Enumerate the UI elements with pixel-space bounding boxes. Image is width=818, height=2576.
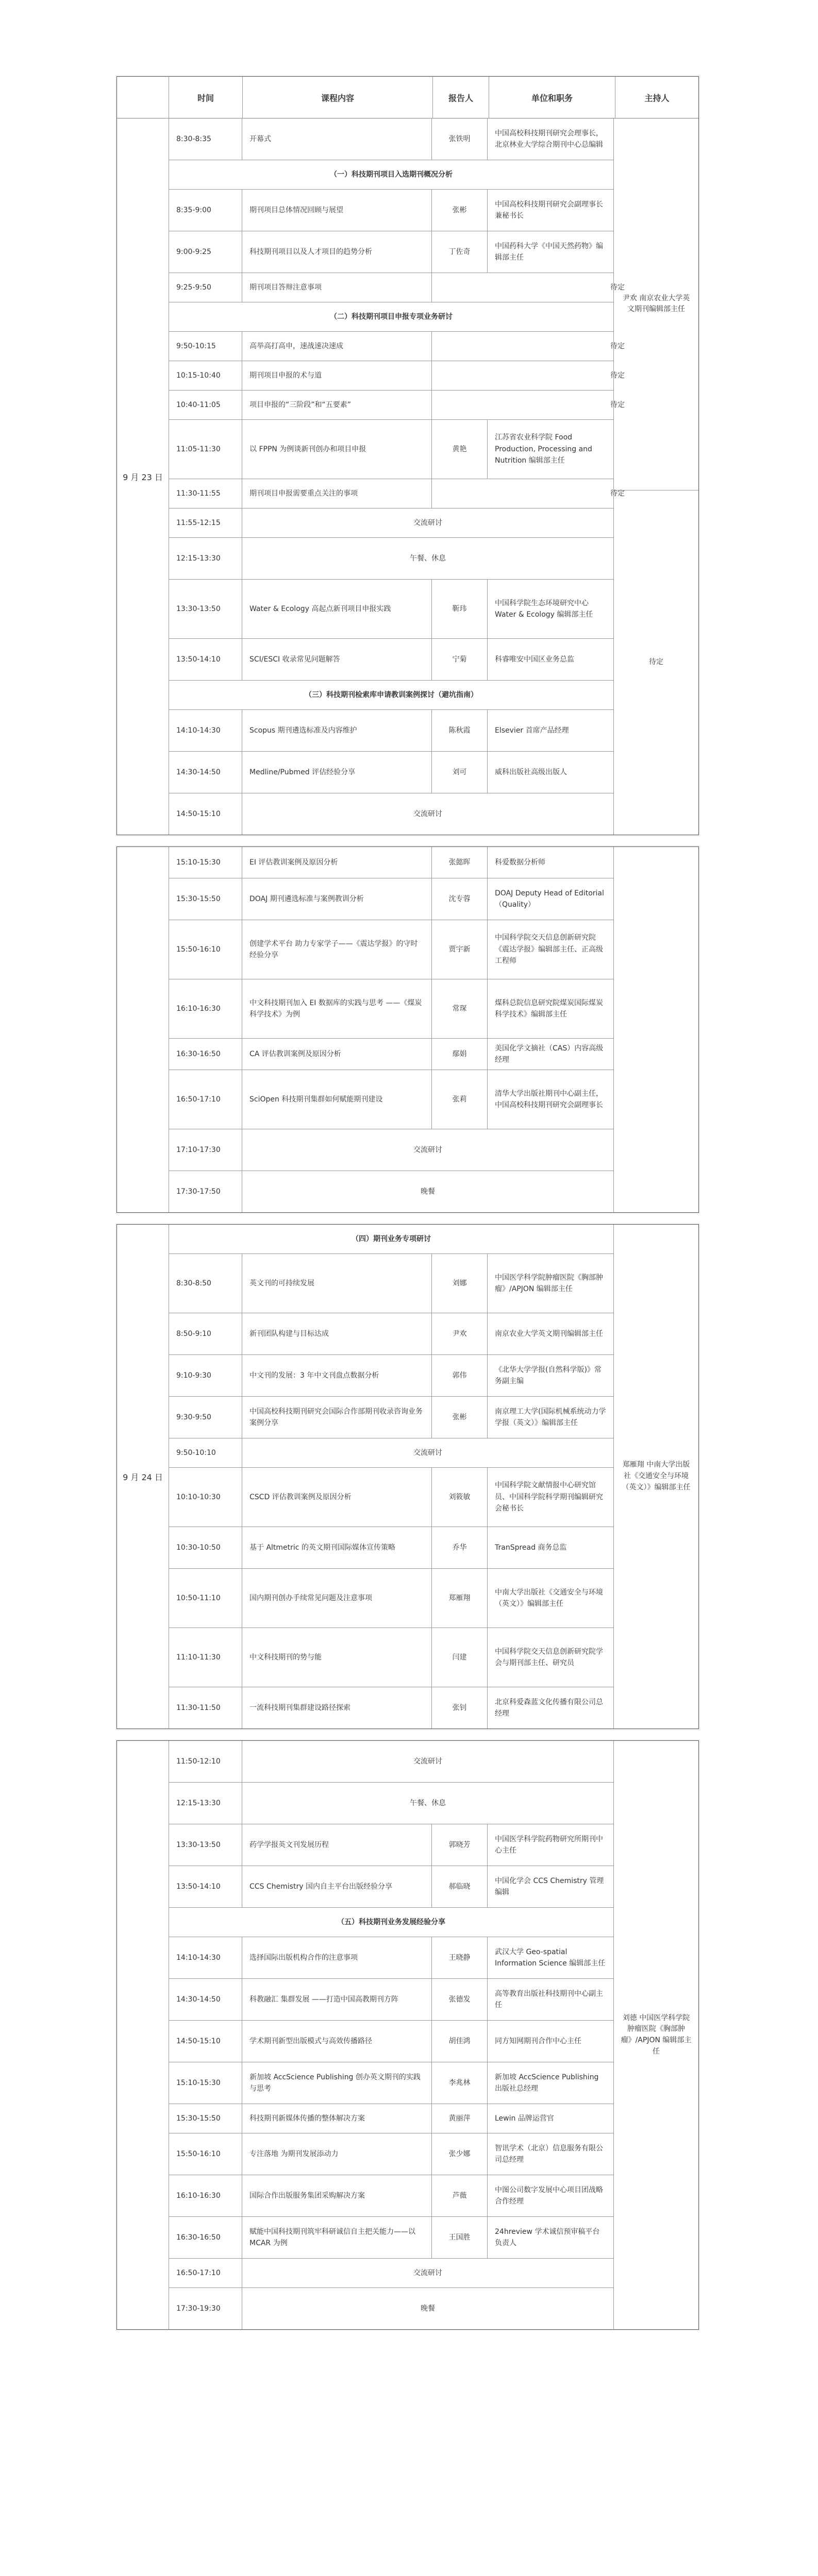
speaker-org: 智讯学术（北京）信息服务有限公司总经理 [495,2144,603,2164]
session-row [169,1438,613,1468]
session-list [169,847,614,1212]
session-topic: 科技期刊新媒体传播的整体解决方案 [242,2104,432,2133]
speaker-org: DOAJ Deputy Head of Editorial（Quality） [495,889,604,909]
speaker-tbd: 待定 [610,342,625,350]
session-time: 14:50-15:10 [169,2021,242,2062]
speaker-name: 鄢娟 [432,1039,488,1070]
session-activity: 交流研讨 [413,1757,442,1766]
session-row [169,1397,613,1438]
session-time: 12:15-13:30 [169,1783,242,1824]
card-grid [117,118,698,835]
session-time: 11:10-11:30 [169,1628,242,1687]
session-topic: 基于 Altmetric 的英文期刊国际媒体宣传策略 [242,1527,432,1568]
session-time: 15:30-15:50 [169,878,242,920]
session-time: 17:10-17:30 [169,1129,242,1171]
session-row [169,1824,613,1866]
speaker-org: Elsevier 首席产品经理 [495,726,569,735]
speaker-org: 中国科学院交天信息创新研究院《震达学报》编辑部主任、正高级工程师 [495,934,603,965]
session-row [169,273,625,302]
session-topic: 科教融汇 集群发展 ——打造中国高教期刊方阵 [242,1979,432,2020]
session-row [169,710,613,752]
session-time: 14:30-14:50 [169,1979,242,2020]
speaker-name: 沈专蓉 [432,878,488,920]
session-time: 17:30-19:30 [169,2288,242,2329]
session-activity: 交流研讨 [413,1145,442,1154]
session-row [169,2288,613,2329]
session-time: 13:30-13:50 [169,1824,242,1866]
session-topic: SciOpen 科技期刊集群如何赋能期刊建设 [242,1070,432,1129]
session-time: 16:50-17:10 [169,1070,242,1129]
speaker-name: 刘可 [432,752,488,793]
speaker-name: 张少娜 [432,2133,488,2175]
session-row [169,1039,613,1070]
schedule [116,76,699,2341]
speaker-org: 科睿唯安中国区业务总监 [495,655,574,664]
session-time: 13:50-14:10 [169,639,242,680]
session-activity: 交流研讨 [413,809,442,818]
session-row [169,420,613,479]
session-row [169,479,625,509]
session-time: 15:50-16:10 [169,2133,242,2175]
host-cell: 刘德 中国医学科学院肿瘤医院《胸部肿瘤》/APJON 编辑部主任 [621,2013,692,2056]
session-topic: 中文刊的发展：3 年中文刊盘点数据分析 [242,1355,432,1396]
session-row [169,1527,613,1569]
session-topic: 新加坡 AccScience Publishing 创办英文期刊的实践与思考 [242,2062,432,2104]
session-row [169,1741,613,1783]
session-row [169,1979,613,2021]
session-row [169,1569,613,1628]
session-row [169,580,613,639]
session-time: 9:10-9:30 [169,1355,242,1396]
session-topic: CSCD 评估教训案例及原因分析 [242,1468,432,1527]
section-row [169,681,613,710]
session-topic: 专注落地 为期刊发展添动力 [242,2133,432,2175]
speaker-org: 煤科总院信息研究院煤炭国际煤炭科学技术》编辑部主任 [495,998,603,1019]
speaker-name: 黄丽萍 [432,2104,488,2133]
speaker-name: 郑雁翔 [432,1569,488,1628]
section-title: （一）科技期刊项目入选期刊概况分析 [330,170,453,179]
speaker-org: 同方知网期刊合作中心主任 [495,2037,581,2045]
speaker-name: 胡佳鸿 [432,2021,488,2062]
session-row [169,2021,613,2062]
speaker-org: 江苏省农业科学院 Food Production, Processing and Nutrition 编辑部主任 [495,433,592,465]
session-row [169,1355,613,1397]
speaker-org: 高等教育出版社科技期刊中心副主任 [495,1989,603,2009]
session-time: 14:10-14:30 [169,710,242,751]
session-topic: 新刊团队构建与目标达成 [242,1313,432,1354]
header-content: 课程内容 [243,77,433,118]
session-time: 12:15-13:30 [169,538,242,579]
speaker-org: 中国科学院生态环境研究中心 Water & Ecology 编辑部主任 [495,599,593,619]
session-row [169,332,625,361]
speaker-name: 张铁明 [432,118,488,160]
section-row [169,302,613,332]
session-row [169,920,613,979]
session-row [169,639,613,681]
session-topic: 选择国际出版机构合作的注意事项 [242,1937,432,1978]
session-topic: Water & Ecology 高起点新刊项目申报实践 [242,580,432,638]
section-title: （五）科技期刊业务发展经验分享 [337,1918,445,1926]
speaker-org: 南京理工大学(国际机械系统动力学学报（英文）》编辑部主任 [495,1407,606,1427]
speaker-name: 芦薇 [432,2175,488,2216]
speaker-org: TranSpread 商务总监 [495,1543,567,1552]
schedule-cards [116,76,699,2330]
session-row [169,1313,613,1355]
session-topic: 期刊项目答辩注意事项 [242,273,432,302]
speaker-name: 常琛 [432,979,488,1038]
session-list [169,1225,614,1728]
session-row [169,2062,613,2104]
session-topic: CCS Chemistry 国内自主平台出版经验分享 [242,1866,432,1907]
host-cell: 尹欢 南京农业大学英文期刊编辑部主任 [622,294,690,314]
speaker-org: 科爱数据分析师 [495,858,545,867]
speaker-name: 刘娜 [432,1254,488,1313]
card-grid [117,1741,698,2329]
speaker-name: 张德发 [432,1979,488,2020]
session-topic: 以 FPPN 为例谈新刊创办和项目申报 [242,420,432,479]
speaker-tbd: 待定 [610,371,625,380]
session-row [169,361,625,391]
speaker-org: 武汉大学 Geo-spatial Information Science 编辑部主任 [495,1947,606,1968]
session-time: 11:50-12:10 [169,1741,242,1782]
section-row [169,160,613,190]
session-row [169,1687,613,1728]
session-row [169,1783,613,1824]
session-row [169,2175,613,2217]
date-cell: 9 月 24 日 [117,1225,169,1728]
session-time: 10:10-10:30 [169,1468,242,1527]
speaker-name: 乔华 [432,1527,488,1568]
session-row [169,2217,613,2259]
table-header [117,77,698,118]
speaker-org: 威科出版社高级出版人 [495,768,567,776]
session-time: 9:00-9:25 [169,231,242,273]
session-topic: CA 评估教训案例及原因分析 [242,1039,432,1070]
session-topic: 项目申报的“三阶段”和“五要素” [242,391,432,419]
session-topic: Scopus 期刊遴选标准及内容维护 [242,710,432,751]
host-column [614,847,698,1212]
session-time: 9:25-9:50 [169,273,242,302]
speaker-name: 宁菊 [432,639,488,680]
session-topic: 科技期刊项目以及人才项目的趋势分析 [242,231,432,273]
host-cell: 郑雁翔 中南大学出版社《交通安全与环境（英文）》编辑部主任 [622,1461,691,1492]
speaker-name: 郭晓芳 [432,1824,488,1866]
session-row [169,1628,613,1687]
session-row [169,1070,613,1129]
speaker-org: 24hreview 学术诚信预审稿平台负责人 [495,2227,600,2247]
session-time: 15:50-16:10 [169,920,242,979]
session-topic: 期刊项目申报的术与道 [242,361,432,390]
session-activity: 交流研讨 [413,1448,442,1457]
speaker-name: 尹欢 [432,1313,488,1354]
header-time: 时间 [169,77,243,118]
speaker-org: 美国化学文摘社（CAS）内容高级经理 [495,1044,604,1064]
date-cell: 9 月 23 日 [117,118,169,835]
speaker-name: 张彬 [432,190,488,231]
speaker-org: 中国科学院文献情报中心研究馆员、中国科学院科学期刊编辑研究会秘书长 [495,1481,603,1513]
host-column [614,118,698,835]
session-topic: 药学学报英文刊发展历程 [242,1824,432,1866]
session-time: 8:30-8:35 [169,118,242,160]
session-time: 10:50-11:10 [169,1569,242,1628]
session-time: 15:10-15:30 [169,2062,242,2104]
session-row [169,752,613,793]
session-row [169,1937,613,1979]
session-row [169,509,613,538]
session-row [169,1866,613,1908]
schedule-card [116,1224,699,1729]
session-row [169,538,613,580]
speaker-org: 中国高校科技期刊研究会副理事长兼秘书长 [495,200,603,220]
session-time: 17:30-17:50 [169,1171,242,1212]
session-list [169,118,625,835]
speaker-org: 中图公司数字发展中心项目团战略合作经理 [495,2185,603,2206]
speaker-org: 中国医学科学院肿瘤医院《胸部肿瘤》/APJON 编辑部主任 [495,1273,603,1293]
session-time: 11:30-11:50 [169,1687,242,1728]
session-row [169,878,613,920]
session-time: 11:30-11:55 [169,479,242,508]
speaker-tbd: 待定 [610,283,625,292]
session-topic: 英文刊的可持续发展 [242,1254,432,1313]
session-time: 16:10-16:30 [169,2175,242,2216]
session-time: 13:50-14:10 [169,1866,242,1907]
session-time: 16:30-16:50 [169,2217,242,2258]
schedule-card [116,76,699,835]
speaker-name: 张钊 [432,1687,488,1728]
session-row [169,2104,613,2133]
session-activity: 晚餐 [421,2304,435,2313]
session-row [169,1468,613,1527]
session-time: 8:30-8:50 [169,1254,242,1313]
speaker-name: 黄艳 [432,420,488,479]
session-time: 14:10-14:30 [169,1937,242,1978]
session-time: 10:30-10:50 [169,1527,242,1568]
session-activity: 交流研讨 [413,2268,442,2277]
speaker-org: 中国科学院交天信息创新研究院学会与期刊部主任、研究员 [495,1647,603,1667]
header-date [117,77,169,118]
session-time: 16:50-17:10 [169,2259,242,2287]
session-activity: 午餐、休息 [410,554,446,563]
speaker-name: 张彬 [432,1397,488,1438]
section-row [169,1225,613,1254]
speaker-name: 张莉 [432,1070,488,1129]
session-topic: 中文科技期刊加入 EI 数据库的实践与思考 ——《煤炭科学技术》为例 [242,979,432,1038]
date-cell [117,1741,169,2329]
session-topic: DOAJ 期刊遴选标准与案例教训分析 [242,878,432,920]
speaker-org: 新加坡 AccScience Publishing 出版社总经理 [495,2073,599,2093]
section-row [169,1908,613,1937]
speaker-name: 陈秋霞 [432,710,488,751]
header-org: 单位和职务 [489,77,615,118]
session-list [169,1741,614,2329]
session-topic: SCI/ESCI 收录常见问题解答 [242,639,432,680]
speaker-tbd: 待定 [610,400,625,409]
session-topic: 期刊项目申报需要重点关注的事项 [242,479,432,508]
session-time: 16:10-16:30 [169,979,242,1038]
session-row [169,793,613,835]
speaker-name: 张懿晖 [432,847,488,878]
speaker-name: 靳玮 [432,580,488,638]
session-time: 8:50-9:10 [169,1313,242,1354]
session-topic: Medline/Pubmed 评估经验分享 [242,752,432,793]
session-topic: EI 评估教训案例及原因分析 [242,847,432,878]
speaker-name: 郝临晓 [432,1866,488,1907]
session-time: 15:10-15:30 [169,847,242,878]
session-row [169,391,625,420]
schedule-card [116,846,699,1213]
speaker-name: 刘筱敏 [432,1468,488,1527]
session-row [169,1129,613,1171]
session-topic: 开幕式 [242,118,432,160]
session-topic: 中国高校科技期刊研究会国际合作部期刊收录咨询业务案例分享 [242,1397,432,1438]
speaker-tbd: 待定 [610,489,625,498]
session-topic: 国内期刊创办手续常见问题及注意事项 [242,1569,432,1628]
host-column [614,1225,698,1728]
session-row [169,231,613,273]
session-time: 14:50-15:10 [169,793,242,835]
speaker-org: 中南大学出版社《交通安全与环境（英文）》编辑部主任 [495,1588,603,1608]
session-time: 9:50-10:10 [169,1438,242,1467]
card-grid [117,847,698,1212]
speaker-name: 闫建 [432,1628,488,1687]
schedule-card [116,1740,699,2330]
session-topic: 赋能中国科技期刊筑牢科研诚信自主把关能力——以 MCAR 为例 [242,2217,432,2258]
header-host: 主持人 [644,93,670,103]
session-time: 10:15-10:40 [169,361,242,390]
session-activity: 午餐、休息 [410,1799,446,1807]
speaker-org: 中国化学会 CCS Chemistry 管理编辑 [495,1876,604,1896]
session-topic: 一流科技期刊集群建设路径探索 [242,1687,432,1728]
session-row [169,1254,613,1313]
session-activity: 晚餐 [421,1187,435,1196]
session-row [169,2259,613,2288]
speaker-org: 南京农业大学英文期刊编辑部主任 [495,1329,603,1338]
session-topic: 高举高打高申，速战速决速成 [242,332,432,361]
session-time: 13:30-13:50 [169,580,242,638]
speaker-org: 中国医学科学院药物研究所期刊中心主任 [495,1835,603,1855]
card-grid [117,1225,698,1728]
header-speaker: 报告人 [433,77,489,118]
host-cell: 待定 [614,490,698,835]
speaker-org: 《北华大学学报(自然科学版)》常务副主编 [495,1365,602,1385]
speaker-name: 王晓静 [432,1937,488,1978]
session-topic: 期刊项目总体情况回顾与展望 [242,190,432,231]
date-cell [117,847,169,1212]
speaker-org: 清华大学出版社期刊中心副主任，中国高校科技期刊研究会副理事长 [495,1089,603,1109]
session-time: 15:30-15:50 [169,2104,242,2133]
host-cell [614,847,698,1212]
host-column [614,1741,698,2329]
session-time: 14:30-14:50 [169,752,242,793]
speaker-org: 中国高校科技期刊研究会理事长，北京林业大学综合期刊中心总编辑 [495,129,603,149]
session-time: 8:35-9:00 [169,190,242,231]
session-time: 9:50-10:15 [169,332,242,361]
session-row [169,118,613,160]
speaker-org: Lewin 品牌运营官 [495,2114,554,2123]
speaker-name: 李兆林 [432,2062,488,2104]
speaker-org: 中国药科大学《中国天然药物》编辑部主任 [495,242,603,262]
session-time: 10:40-11:05 [169,391,242,419]
section-title: （二）科技期刊项目申报专项业务研讨 [330,312,453,321]
speaker-name: 王国胜 [432,2217,488,2258]
session-topic: 学术期刊新型出版模式与高效传播路径 [242,2021,432,2062]
session-row [169,979,613,1039]
session-time: 11:05-11:30 [169,420,242,479]
session-time: 11:55-12:15 [169,509,242,537]
session-row [169,190,613,231]
session-row [169,2133,613,2175]
section-title: （三）科技期刊检索库申请教训案例探讨（避坑指南） [305,690,478,699]
session-topic: 中文科技期刊的势与能 [242,1628,432,1687]
speaker-org: 北京科爱森蓝文化传播有限公司总经理 [495,1698,603,1718]
session-time: 16:30-16:50 [169,1039,242,1070]
speaker-name: 丁佐奇 [432,231,488,273]
session-activity: 交流研讨 [413,518,442,527]
session-time: 9:30-9:50 [169,1397,242,1438]
session-row [169,847,613,878]
speaker-name: 贾宇新 [432,920,488,979]
session-topic: 创建学术平台 助力专家学子——《震达学报》的守时经验分享 [242,920,432,979]
session-topic: 国际合作出版服务集团采购解决方案 [242,2175,432,2216]
session-row [169,1171,613,1212]
section-title: （四）期刊业务专项研讨 [352,1234,431,1243]
speaker-name: 郭伟 [432,1355,488,1396]
